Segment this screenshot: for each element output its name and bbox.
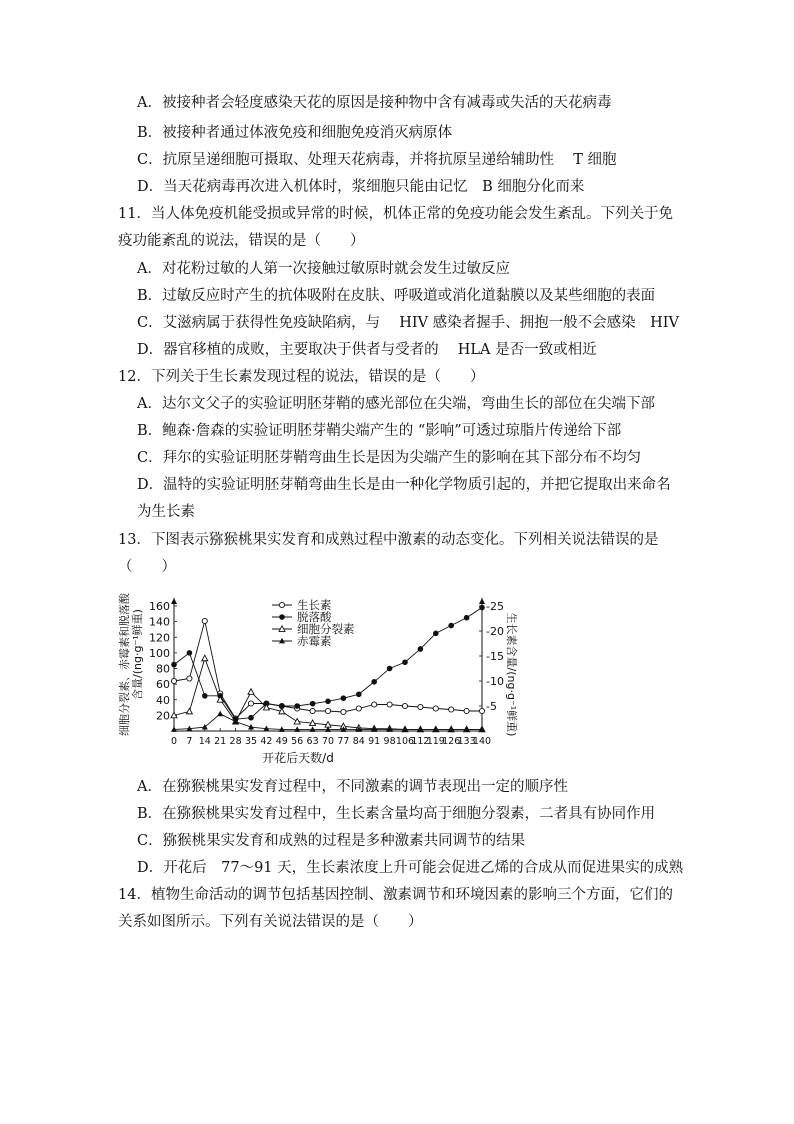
data-point-abscisic-acid [325, 699, 331, 705]
data-point-abscisic-acid [402, 659, 408, 665]
q14-stem-line1: 14．植物生命活动的调节包括基因控制、激素调节和环境因素的影响三个方面，它们的 [118, 887, 673, 903]
q13-option-d: D．开花后 77～91 天，生长素浓度上升可能会促进乙烯的合成从而促进果实的成熟 [137, 860, 684, 876]
q12-option-d: D．温特的实验证明胚芽鞘弯曲生长是由一种化学物质引起的，并把它提取出来命名 [137, 477, 671, 493]
data-point-auxin [418, 704, 423, 709]
data-point-auxin [202, 618, 207, 623]
legend-marker-auxin [279, 602, 284, 607]
left-y-tick-label: 40 [156, 693, 170, 707]
data-point-abscisic-acid [187, 650, 193, 656]
left-y-tick-label: 100 [149, 646, 170, 660]
data-point-abscisic-acid [248, 715, 254, 721]
data-point-cytokinin [248, 689, 254, 695]
q10-option-a: A．被接种者会轻度感染天花的原因是接种物中含有减毒或失活的天花病毒 [137, 95, 612, 111]
x-tick-label: 56 [291, 736, 304, 747]
right-y-axis-arrow [479, 598, 485, 604]
left-y-tick-label: 60 [156, 678, 170, 692]
right-y-tick-label: -15 [486, 650, 504, 663]
legend-label-gibberellin: 赤霉素 [297, 634, 332, 648]
x-tick-label: 106 [395, 736, 415, 747]
q13-stem-line1: 13．下图表示猕猴桃果实发育和成熟过程中激素的动态变化。下列相关说法错误的是 [118, 532, 659, 548]
data-point-abscisic-acid [171, 662, 177, 668]
x-tick-label: 126 [442, 736, 461, 747]
x-tick-label: 14 [198, 736, 211, 747]
data-point-cytokinin [202, 655, 208, 661]
left-y-axis-title-line1: 细胞分裂素、赤霉素和脱落酸 [118, 593, 131, 736]
left-y-tick-label: 120 [149, 631, 170, 645]
left-y-tick-label: 80 [156, 662, 170, 676]
right-y-tick-label: -20 [486, 625, 504, 638]
q12-option-a: A．达尔文父子的实验证明胚芽鞘的感光部位在尖端，弯曲生长的部位在尖端下部 [137, 396, 655, 412]
data-point-auxin [433, 706, 438, 711]
data-point-auxin [310, 708, 315, 713]
q12-option-c: C．拜尔的实验证明胚芽鞘弯曲生长是因为尖端产生的影响在其下部分布不均匀 [137, 450, 642, 466]
data-point-abscisic-acid [448, 623, 454, 629]
x-tick-label: 42 [260, 736, 273, 747]
data-point-auxin [387, 702, 392, 707]
q11-option-c: C．艾滋病属于获得性免疫缺陷病，与 HIV 感染者握手、拥抱一般不会感染 HIV [137, 315, 679, 331]
data-point-auxin [479, 708, 484, 713]
q11-option-b: B．过敏反应时产生的抗体吸附在皮肤、呼吸道或消化道黏膜以及某些细胞的表面 [137, 288, 656, 304]
data-point-abscisic-acid [341, 695, 347, 701]
q14-stem-line2: 关系如图所示。下列有关说法错误的是（ ） [118, 914, 423, 930]
q12-option-b: B．鲍森·詹森的实验证明胚芽鞘尖端产生的 “影响”可透过琼脂片传递给下部 [137, 423, 622, 439]
data-point-abscisic-acid [371, 679, 377, 685]
x-tick-label: 21 [214, 736, 227, 747]
x-tick-label: 70 [321, 736, 335, 747]
data-point-auxin [356, 706, 361, 711]
data-point-abscisic-acid [433, 631, 439, 637]
hormone-dynamics-chart [116, 588, 516, 773]
x-tick-label: 77 [337, 736, 350, 747]
data-point-auxin [464, 708, 469, 713]
data-point-auxin [402, 703, 407, 708]
data-point-auxin [187, 676, 192, 681]
q11-stem-line1: 11．当人体免疫机能受损或异常的时候，机体正常的免疫功能会发生紊乱。下列关于免 [118, 206, 673, 222]
x-tick-label: 133 [457, 736, 476, 747]
legend-label-cytokinin: 细胞分裂素 [297, 622, 355, 636]
legend-marker-abscisic-acid [279, 614, 285, 620]
legend-label-auxin: 生长素 [297, 598, 332, 612]
x-tick-label: 98 [383, 736, 396, 747]
legend-label-abscisic-acid: 脱落酸 [297, 610, 332, 624]
data-point-abscisic-acid [294, 703, 300, 709]
left-y-tick-label: 140 [149, 615, 170, 629]
q10-option-c: C．抗原呈递细胞可摄取、处理天花病毒，并将抗原呈递给辅助性 T 细胞 [137, 152, 617, 168]
q13-option-a: A．在猕猴桃果实发育过程中，不同激素的调节表现出一定的顺序性 [137, 779, 568, 795]
left-y-axis-arrow [171, 598, 177, 604]
q13-option-b: B．在猕猴桃果实发育过程中，生长素含量均高于细胞分裂素，二者具有协同作用 [137, 806, 656, 822]
data-point-abscisic-acid [310, 701, 316, 707]
x-tick-label: 49 [275, 736, 288, 747]
x-tick-label: 7 [186, 736, 193, 747]
right-y-tick-label: -10 [486, 675, 504, 688]
q12-stem: 12．下列关于生长素发现过程的说法，错误的是（ ） [118, 369, 485, 385]
x-tick-label: 140 [472, 736, 492, 747]
data-point-abscisic-acid [356, 691, 362, 697]
x-tick-label: 112 [411, 736, 430, 747]
x-tick-label: 63 [306, 736, 319, 747]
q12-option-d-continued: 为生长素 [137, 504, 195, 520]
series-cytokinin [171, 655, 485, 732]
q10-option-b: B．被接种者通过体液免疫和细胞免疫消灭病原体 [137, 125, 453, 141]
right-y-tick-label: -25 [486, 600, 504, 613]
data-point-auxin [325, 708, 330, 713]
data-point-abscisic-acid [464, 615, 470, 621]
data-point-abscisic-acid [202, 693, 208, 699]
q11-stem-line2: 疫功能紊乱的说法，错误的是（ ） [118, 233, 365, 249]
data-point-cytokinin [294, 718, 300, 724]
data-point-gibberellin [217, 711, 223, 717]
data-point-abscisic-acid [387, 666, 393, 672]
x-tick-label: 91 [368, 736, 381, 747]
data-point-auxin [372, 702, 377, 707]
q13-stem-line2: （ ） [118, 559, 176, 575]
x-tick-label: 0 [170, 736, 178, 747]
data-point-auxin [171, 678, 176, 683]
chart-legend [272, 598, 355, 648]
q11-option-a: A．对花粉过敏的人第一次接触过敏原时就会发生过敏反应 [137, 261, 510, 277]
q11-option-d: D．器官移植的成败，主要取决于供者与受者的 HLA 是否一致或相近 [137, 342, 597, 358]
data-point-auxin [341, 709, 346, 714]
q10-option-d: D．当天花病毒再次进入机体时，浆细胞只能由记忆 B 细胞分化而来 [137, 179, 585, 195]
data-point-abscisic-acid [418, 646, 424, 652]
x-tick-label: 35 [244, 736, 258, 747]
data-point-auxin [449, 707, 454, 712]
right-y-axis-title: 生长素含量/(ng·g⁻¹鲜重) [505, 612, 518, 737]
left-y-tick-label: 160 [149, 600, 170, 613]
x-tick-label: 84 [352, 736, 365, 747]
data-point-auxin [248, 701, 253, 706]
x-axis-title: 开花后天数/d [262, 751, 334, 765]
x-tick-label: 28 [229, 736, 242, 747]
right-y-tick-label: -5 [486, 700, 497, 713]
data-point-abscisic-acid [479, 605, 485, 611]
left-y-tick-label: 20 [156, 709, 170, 723]
left-y-axis-title-line2: 含量/(ng·g⁻¹鲜重) [131, 609, 144, 700]
data-point-cytokinin [186, 708, 192, 714]
x-tick-label: 119 [426, 736, 445, 747]
q13-option-c: C．猕猴桃果实发育和成熟的过程是多种激素共同调节的结果 [137, 833, 526, 849]
